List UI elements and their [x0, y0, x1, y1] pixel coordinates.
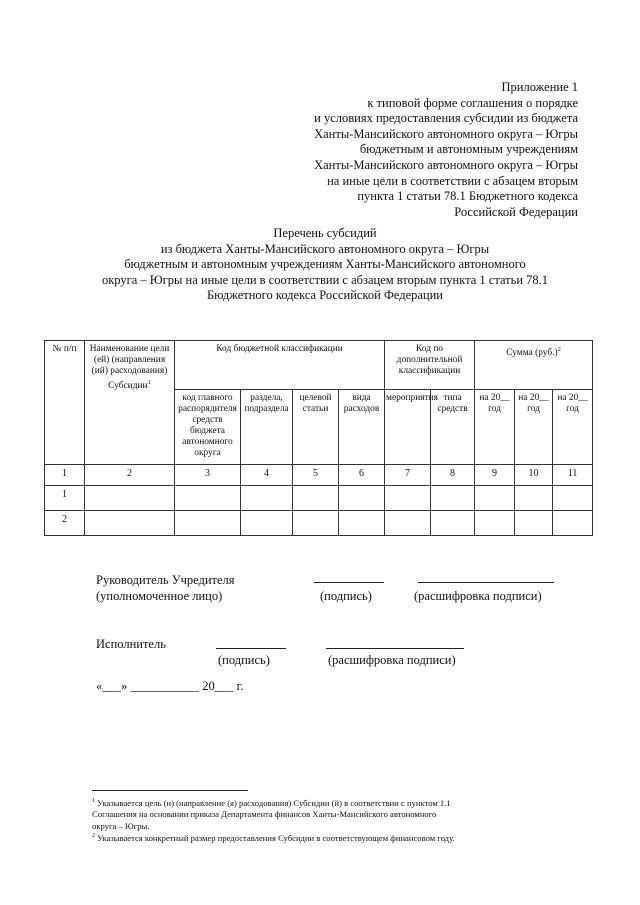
table-cell [175, 486, 241, 511]
table-cell [553, 486, 593, 511]
appendix-header [278, 80, 578, 220]
column-number: 5 [293, 465, 339, 486]
column-number: 8 [431, 465, 475, 486]
head-sign-label: (подпись) [320, 589, 372, 603]
table-cell [241, 511, 293, 536]
executor-decode-line [326, 648, 464, 649]
date-field [96, 678, 243, 694]
head-title: Руководитель Учредителя [96, 573, 235, 587]
table-row [45, 511, 593, 536]
table-cell [553, 511, 593, 536]
head-decode-label: (расшифровка подписи) [414, 589, 542, 603]
column-number: 10 [515, 465, 553, 486]
appendix-line: Приложение 1 [501, 80, 578, 94]
table-cell [385, 486, 431, 511]
footnote-1: $^1$ Указывается цель (и) (направление (я) расходования) Субсидии (й) в соответствии с пунктом 1.1 Соглашения на основании приказа Департамента финансов Ханты-Мансийского автономного округа – Югры. [92, 797, 451, 831]
column-number: 9 [475, 465, 515, 486]
executor-sign-line [216, 648, 286, 649]
table-cell [475, 486, 515, 511]
header-budget-code: Код бюджетной классификации [175, 341, 385, 390]
head-sign-line [314, 582, 384, 583]
subsidy-table [44, 340, 593, 536]
subheader-cell: на 20__ год [553, 390, 593, 465]
head-subtitle: (уполномоченное лицо) [96, 589, 223, 603]
row-number: 2 [45, 511, 85, 536]
footnote-divider [92, 790, 248, 791]
appendix-line: бюджетным и автономным учреждениям [359, 142, 578, 157]
subheader-cell: код главного распорядителя средств бюджета автономного округа [175, 390, 241, 465]
appendix-line: и условиях предоставления субсидии из бюджета [314, 111, 578, 126]
executor-sign-label: (подпись) [218, 653, 270, 667]
column-number: 2 [85, 465, 175, 486]
table-cell [515, 486, 553, 511]
table-cell [339, 486, 385, 511]
header-number: № п/п [45, 341, 85, 465]
title-line: Перечень субсидий [273, 226, 377, 240]
table-cell [431, 486, 475, 511]
column-number: 6 [339, 465, 385, 486]
header-sum: Сумма $(руб.)^2$ [475, 341, 593, 390]
appendix-line: к типовой форме соглашения о порядке [367, 95, 578, 110]
appendix-line: Ханты-Мансийского автономного округа – Югры [314, 157, 578, 172]
footnote-2: $^2$ Указывается конкретный размер предоставления Субсидии в соответствующем финансовом году. [92, 832, 455, 843]
table-cell [475, 511, 515, 536]
appendix-line: на иные цели в соответствии с абзацем вторым [327, 173, 578, 188]
title-line: из бюджета Ханты-Мансийского автономного округа – Югры [160, 241, 490, 256]
subheader-cell: на 20__ год [475, 390, 515, 465]
title-line: Бюджетного кодекса Российской Федерации [207, 288, 443, 303]
column-number-row [45, 465, 593, 486]
executor-label: Исполнитель [96, 637, 166, 651]
header-extra-code: Код по дополнительной классификации [385, 341, 475, 390]
title-line: бюджетным и автономным учреждениям Ханты-Мансийского автономного [124, 257, 526, 272]
head-decode-line [418, 582, 554, 583]
column-number: 1 [45, 465, 85, 486]
date-prefix: «___» ___________ [96, 679, 200, 693]
executor-decode-label: (расшифровка подписи) [328, 653, 456, 667]
table-cell [293, 486, 339, 511]
subheader-cell: типа средств [431, 390, 475, 465]
table-row [45, 486, 593, 511]
table-cell [339, 511, 385, 536]
header-name: Наименование цели (ей) (направления (ий) расходования) Субсидии$^1$ [85, 341, 175, 465]
table-cell [85, 511, 175, 536]
table-cell [85, 486, 175, 511]
table-cell [293, 511, 339, 536]
subheader-cell: мероприятия [385, 390, 431, 465]
table-cell [431, 511, 475, 536]
column-number: 3 [175, 465, 241, 486]
subheader-cell: на 20__ год [515, 390, 553, 465]
column-number: 7 [385, 465, 431, 486]
appendix-line: Ханты-Мансийского автономного округа – Югры [314, 126, 578, 141]
title-line: округа – Югры на иные цели в соответствии с абзацем вторым пункта 1 статьи 78.1 [101, 272, 549, 287]
date-year: 20___ г. [202, 679, 244, 693]
table-cell [175, 511, 241, 536]
table-cell [385, 511, 431, 536]
subheader-cell: раздела, подраздела [241, 390, 293, 465]
subheader-cell: вида расходов [339, 390, 385, 465]
column-number: 4 [241, 465, 293, 486]
row-number: 1 [45, 486, 85, 511]
appendix-line: Российской Федерации [454, 204, 578, 219]
table-header-row [45, 341, 593, 390]
appendix-line: пункта 1 статьи 78.1 Бюджетного кодекса [357, 189, 578, 204]
document-title [90, 226, 560, 304]
subheader-cell: целевой статьи [293, 390, 339, 465]
column-number: 11 [553, 465, 593, 486]
table-cell [515, 511, 553, 536]
table-cell [241, 486, 293, 511]
